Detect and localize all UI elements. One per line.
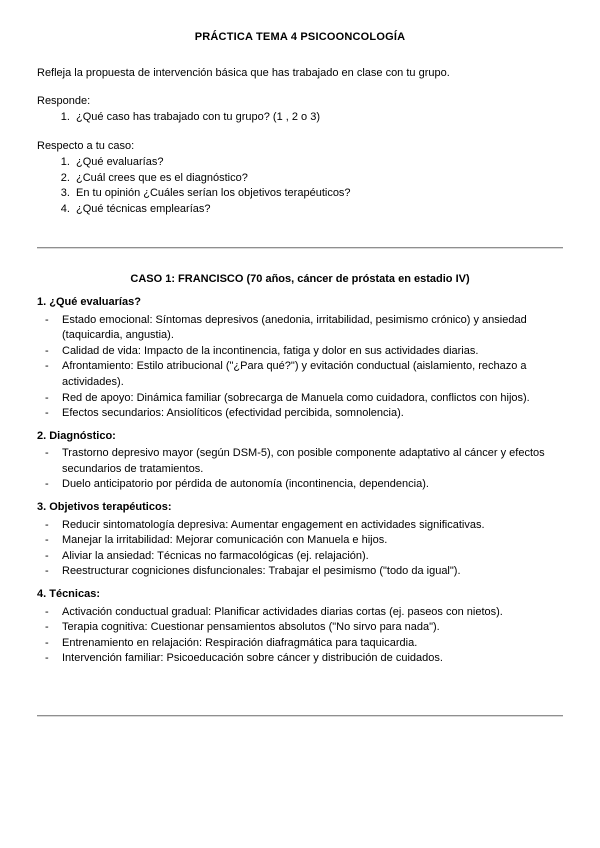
bullet-item: - Duelo anticipatorio por pérdida de autonomía (incontinencia, dependencia). — [62, 477, 563, 493]
intro-paragraph: Refleja la propuesta de intervención básica que has trabajado en clase con tu grupo. — [37, 66, 450, 79]
list-item: 4. ¿Qué técnicas emplearías? — [73, 202, 563, 218]
bullet-item: - Reestructurar cogniciones disfuncionales: Trabajar el pesimismo ("todo da igual"). — [62, 564, 563, 580]
bullet-item: - Estado emocional: Síntomas depresivos (anedonia, irritabilidad, pesimismo crónico) y ansiedad (taquicardia, angustia). — [62, 313, 563, 344]
bullet-item: - Entrenamiento en relajación: Respiración diafragmática para taquicardia. — [62, 636, 563, 652]
divider-bottom — [37, 715, 563, 717]
bullet-item: - Calidad de vida: Impacto de la incontinencia, fatiga y dolor en sus actividades diarias. — [62, 344, 563, 360]
section-bullets-diagnostico — [37, 446, 563, 493]
list-item: 2. ¿Cuál crees que es el diagnóstico? — [73, 171, 563, 187]
list-item: 1. ¿Qué caso has trabajado con tu grupo? (1 , 2 o 3) — [73, 110, 563, 126]
bullet-item: - Trastorno depresivo mayor (según DSM-5), con posible componente adaptativo al cáncer y efectos secundarios de tratamientos. — [62, 446, 563, 477]
divider-top — [37, 247, 563, 249]
section-heading-tecnicas: 4. Técnicas: — [37, 588, 100, 601]
bullet-item: - Afrontamiento: Estilo atribucional ("¿Para qué?") y evitación conductual (aislamiento, rechazo a actividades). — [62, 359, 563, 390]
responde-list — [37, 110, 563, 126]
bullet-item: - Aliviar la ansiedad: Técnicas no farmacológicas (ej. relajación). — [62, 549, 563, 565]
respecto-label: Respecto a tu caso: — [37, 140, 135, 153]
bullet-item: - Activación conductual gradual: Planificar actividades diarias cortas (ej. paseos con nietos). — [62, 605, 563, 621]
section-heading-objetivos: 3. Objetivos terapéuticos: — [37, 501, 172, 514]
bullet-item: - Intervención familiar: Psicoeducación sobre cáncer y distribución de cuidados. — [62, 651, 563, 667]
list-item: 3. En tu opinión ¿Cuáles serían los objetivos terapéuticos? — [73, 186, 563, 202]
section-bullets-tecnicas — [37, 605, 563, 667]
bullet-item: - Reducir sintomatología depresiva: Aumentar engagement en actividades significativas. — [62, 518, 563, 534]
bullet-item: - Efectos secundarios: Ansiolíticos (efectividad percibida, somnolencia). — [62, 406, 563, 422]
respecto-list — [37, 155, 563, 217]
section-heading-evaluarias: 1. ¿Qué evaluarías? — [37, 295, 141, 308]
section-heading-diagnostico: 2. Diagnóstico: — [37, 429, 116, 442]
caso-title: CASO 1: FRANCISCO (70 años, cáncer de próstata en estadio IV) — [130, 273, 470, 286]
responde-label: Responde: — [37, 95, 91, 108]
bullet-item: - Red de apoyo: Dinámica familiar (sobrecarga de Manuela como cuidadora, conflictos con hijos). — [62, 391, 563, 407]
list-item: 1. ¿Qué evaluarías? — [73, 155, 563, 171]
page-title: PRÁCTICA TEMA 4 PSICOONCOLOGÍA — [194, 31, 406, 43]
bullet-item: - Manejar la irritabilidad: Mejorar comunicación con Manuela e hijos. — [62, 533, 563, 549]
bullet-item: - Terapia cognitiva: Cuestionar pensamientos absolutos ("No sirvo para nada"). — [62, 620, 563, 636]
section-bullets-objetivos — [37, 518, 563, 580]
section-bullets-evaluarias — [37, 313, 563, 422]
